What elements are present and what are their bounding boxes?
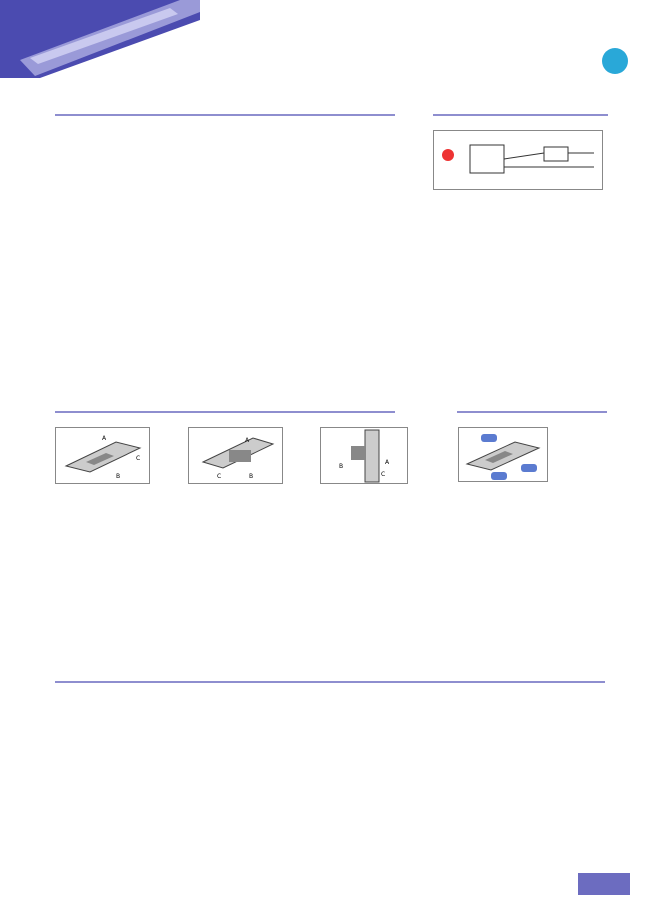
brand-logo (602, 48, 628, 74)
motor-rule (55, 681, 605, 683)
indicator-led-icon (442, 149, 454, 161)
svg-text:C: C (217, 473, 222, 480)
spec-rule (55, 114, 395, 116)
static-moment-diagram (458, 427, 548, 482)
svg-text:B: B (339, 463, 344, 470)
svg-text:C: C (136, 455, 141, 462)
svg-text:B: B (249, 473, 254, 480)
svg-text:A: A (385, 459, 390, 466)
sensor-rule (433, 114, 608, 116)
svg-text:C: C (381, 471, 386, 478)
svg-text:A: A (102, 435, 107, 442)
moment-notes (430, 565, 605, 568)
wall-install-diagram (188, 427, 283, 484)
horizontal-install-diagram (55, 427, 150, 484)
page-number (578, 873, 630, 895)
svg-text:B: B (116, 473, 121, 480)
overhang-rule (55, 411, 395, 413)
svg-text:A: A (245, 437, 250, 444)
sensor-wiring-diagram (433, 130, 603, 190)
moment-rule (457, 411, 607, 413)
header-product-image (0, 0, 200, 78)
vertical-install-diagram (320, 427, 408, 484)
